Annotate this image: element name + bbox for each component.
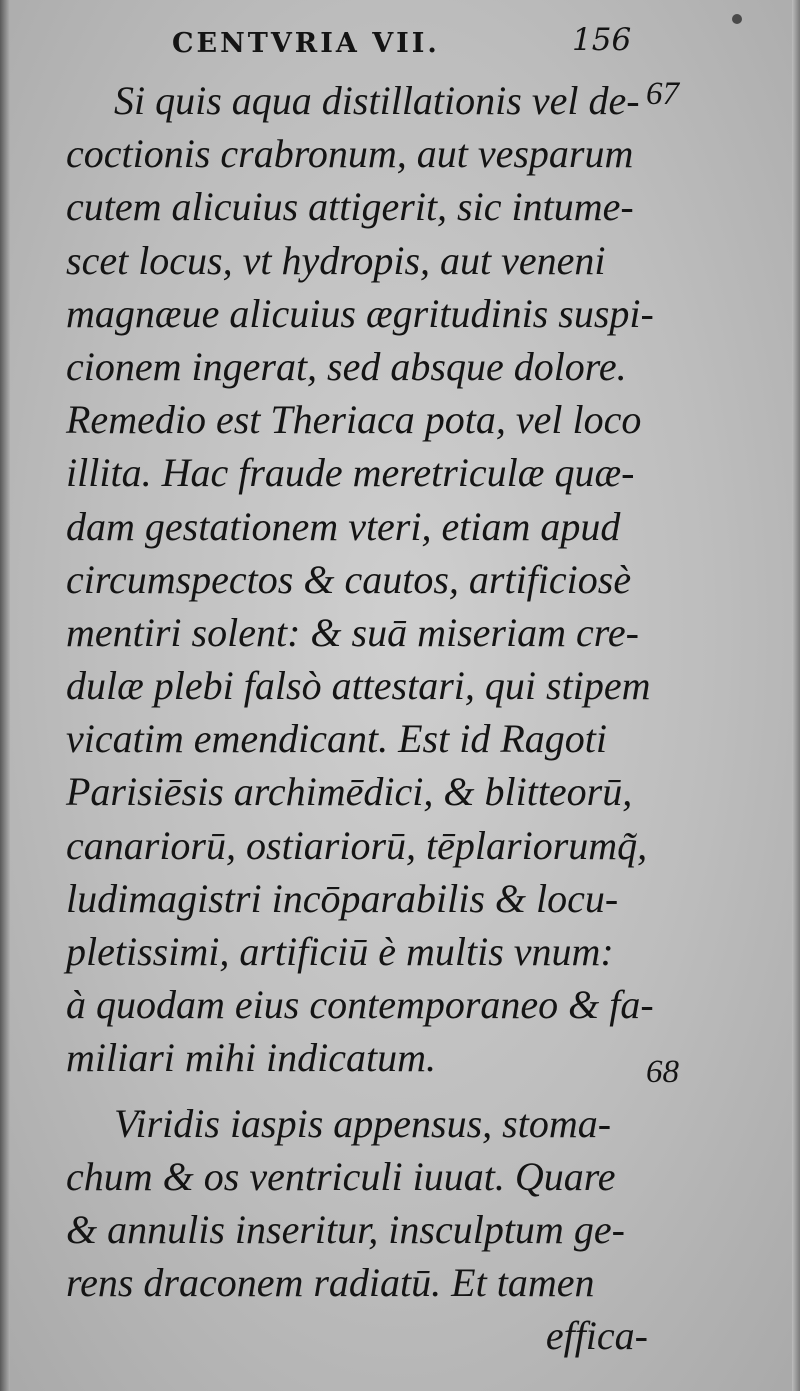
text-line: chum & os ventriculi iuuat. Quare (66, 1153, 616, 1199)
page-shadow-right (792, 0, 800, 1391)
running-title: CENTVRIA VII. (172, 28, 440, 59)
text-line: vicatim emendicant. Est id Ragoti (66, 716, 607, 762)
text-line: dam gestationem vteri, etiam apud (66, 503, 621, 549)
text-line: scet locus, vt hydropis, aut veneni (66, 237, 606, 283)
text-line: Parisiēsis archimēdici, & blitteorū, (66, 769, 633, 815)
text-line: coctionis crabronum, aut vesparum (66, 131, 634, 177)
text-line: miliari mihi indicatum. (66, 1035, 436, 1081)
margin-number: 67 (646, 76, 679, 112)
text-line: mentiri solent: & suā miseriam cre- (66, 609, 639, 655)
text-line: magnæue alicuius ægritudinis suspi- (66, 290, 654, 336)
text-line: dulæ plebi falsò attestari, qui stipem (66, 663, 651, 709)
text-line: Remedio est Theriaca pota, vel loco (66, 397, 642, 443)
page-number: 156 (572, 22, 632, 58)
text-line: cutem alicuius attigerit, sic intume- (66, 184, 634, 230)
text-line: Si quis aqua distillationis vel de- (114, 78, 640, 123)
text-line: cionem ingerat, sed absque dolore. (66, 343, 627, 389)
text-line: & annulis inseritur, insculptum ge- (66, 1206, 625, 1252)
margin-number: 68 (646, 1054, 679, 1090)
text-line: ludimagistri incōparabilis & locu- (66, 875, 619, 921)
text-line: pletissimi, artificiū è multis vnum: (66, 929, 614, 974)
text-line: illita. Hac fraude meretriculæ quæ- (66, 450, 635, 496)
paper-spot (732, 14, 742, 24)
body-text (66, 74, 666, 1363)
text-line: circumspectos & cautos, artificiosè (66, 556, 632, 602)
text-line: rens draconem radiatū. Et tamen (66, 1260, 595, 1306)
text-line: Viridis iaspis appensus, stoma- (114, 1100, 612, 1146)
catchword: effica- (545, 1313, 648, 1359)
page-shadow-left (0, 0, 10, 1391)
text-line: à quodam eius contemporaneo & fa- (66, 982, 654, 1028)
text-line: canariorū, ostiariorū, tēplariorumq̃, (66, 822, 648, 868)
